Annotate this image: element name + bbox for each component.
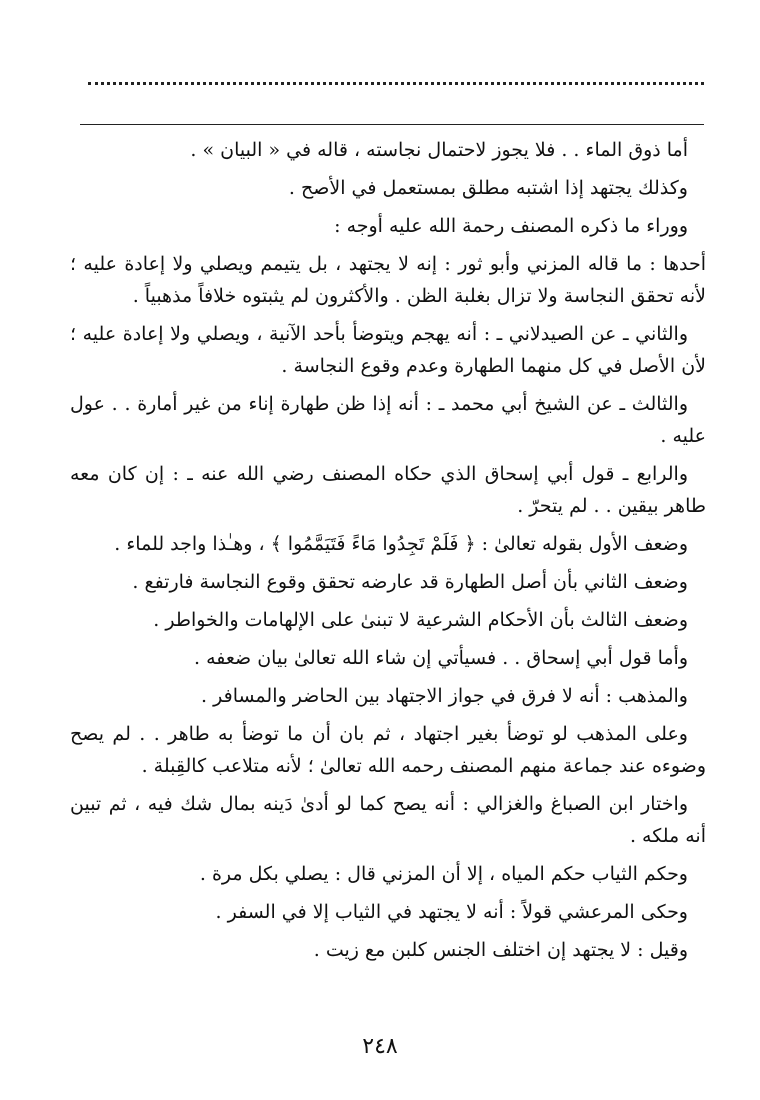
paragraph-5: والثاني ـ عن الصيدلاني ـ : أنه يهجم ويتوضأ بأحد الآنية ، ويصلي ولا إعادة عليه ؛ لأن الأصل في كل منهما الطهارة وعدم وقوع النجاسة . (70, 323, 706, 377)
paragraph-11: وأما قول أبي إسحاق . . فسيأتي إن شاء الله تعالىٰ بيان ضعفه . (194, 647, 688, 669)
paragraph-4: أحدها : ما قاله المزني وأبو ثور : إنه لا يجتهد ، بل يتيمم ويصلي ولا إعادة عليه ؛ لأنه تحقق النجاسة ولا تزال بغلبة الظن . والأكثرون لم يثبتوه خلافاً مذهبياً . (70, 253, 706, 307)
header-rule (80, 124, 704, 125)
paragraph-16: وحكى المرعشي قولاً : أنه لا يجتهد في الثياب إلا في السفر . (215, 901, 688, 923)
paragraph-1: أما ذوق الماء . . فلا يجوز لاحتمال نجاسته ، قاله في « البيان » . (190, 139, 688, 161)
paragraph-13: وعلى المذهب لو توضأ بغير اجتهاد ، ثم بان أن ما توضأ به طاهر . . لم يصح وضوءه عند جماعة منهم المصنف رحمه الله تعالىٰ ؛ لأنه متلاعب كالقِبلة . (70, 723, 706, 777)
paragraph-17: وقيل : لا يجتهد إن اختلف الجنس كلبن مع زيت . (313, 939, 688, 961)
paragraph-10: وضعف الثالث بأن الأحكام الشرعية لا تبنىٰ على الإلهامات والخواطر . (153, 609, 688, 631)
paragraph-2: وكذلك يجتهد إذا اشتبه مطلق بمستعمل في الأصح . (288, 177, 688, 199)
paragraph-12: والمذهب : أنه لا فرق في جواز الاجتهاد بين الحاضر والمسافر . (201, 685, 688, 707)
page-number: ٢٤٨ (362, 1034, 398, 1059)
paragraph-3: ووراء ما ذكره المصنف رحمة الله عليه أوجه : (334, 215, 688, 237)
paragraph-15: وحكم الثياب حكم المياه ، إلا أن المزني قال : يصلي بكل مرة . (199, 863, 688, 885)
paragraph-8: وضعف الأول بقوله تعالىٰ : ﴿ فَلَمْ تَجِدُوا مَاءً فَتَيَمَّمُوا ﴾ ، وهـٰذا واجد للماء . (114, 533, 688, 555)
paragraph-14: واختار ابن الصباغ والغزالي : أنه يصح كما لو أدىٰ دَينه بمال شك فيه ، ثم تبين أنه ملكه . (70, 793, 706, 847)
header-dotted-line (88, 82, 704, 85)
page-body (70, 134, 706, 972)
paragraph-7: والرابع ـ قول أبي إسحاق الذي حكاه المصنف رضي الله عنه ـ : إن كان معه طاهر بيقين . . لم يتحرّ . (70, 463, 706, 517)
paragraph-6: والثالث ـ عن الشيخ أبي محمد ـ : أنه إذا ظن طهارة إناء من غير أمارة . . عول عليه . (70, 393, 706, 447)
paragraph-9: وضعف الثاني بأن أصل الطهارة قد عارضه تحقق وقوع النجاسة فارتفع . (132, 571, 688, 593)
